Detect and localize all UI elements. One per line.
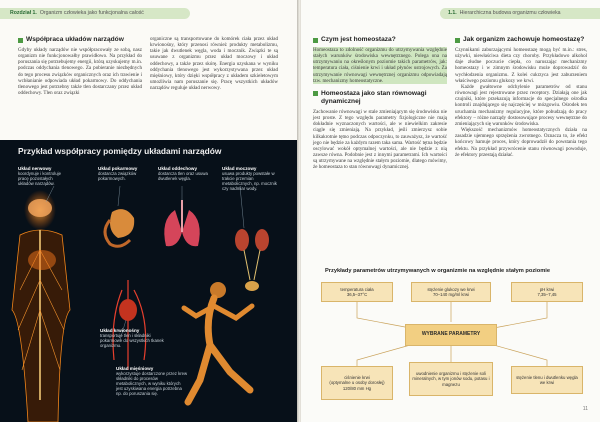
page-number: 11 bbox=[582, 406, 588, 412]
param-box-hydration: uwodnienie organizmu i stężenie soli mineralnych, w tym jonów sodu, potasu i magnezu bbox=[409, 362, 493, 396]
chapter-label: Rozdział 1. bbox=[10, 10, 37, 16]
param-box-temperature: temperatura ciała 36,5–37°C bbox=[321, 282, 393, 302]
stomach-icon bbox=[105, 209, 134, 246]
label-text: koordynuje i kontroluje pracę pozostałych układów narządów. bbox=[18, 171, 61, 187]
paragraph: Każde gwałtowne odchylenie parametrów od stanu równowagi jest rejestrowane przez receptory. Działają one jak czujniki, które przekazują informacje do specjalnego ośrodka kontroli znajdującego się najczęściej w mózgowiu. Ośrodek ten uruchamia mechanizmy regulacyjne, które pobudzają do pracy efektory – różne narządy dostosowujące procesy wewnętrzne do zmieniających się warunków środowiska. bbox=[455, 83, 587, 127]
paragraph: organiczne są transportowane do komórek ciała przez układ krwionośny, który przenosi również produkty metabolizmu, takie jak dwutlenek węgla, woda i mocznik. Związki te są usuwane z organizmu przez układ moczowy i układ oddechowy, a także przez skórę. Energia uzyskana w wyniku oddychania tlenowego jest wykorzystywana przez układ mięśniowy, który dzięki współpracy z układem szkieletowym umożliwia nam poruszanie się. Pracę wszystkich układów narządów reguluje układ nerwowy. bbox=[150, 36, 278, 92]
chapter-label: 1.1. bbox=[448, 10, 457, 16]
section-heading-text: Homeostaza jako stan równowagi dynamicznej bbox=[321, 89, 427, 105]
green-square-icon bbox=[18, 38, 23, 43]
label-heading: Układ moczowy bbox=[222, 166, 257, 171]
lungs-icon bbox=[164, 200, 199, 246]
label-text: dostarcza tlen oraz usuwa dwutlenek węgla. bbox=[158, 171, 208, 182]
label-text: wykorzystuje dostarczone przez krew składniki do procesów metabolicznych, w wyniku których jest uzyskiwana energia potrzebna np. do poruszania się. bbox=[116, 371, 188, 397]
brain-icon bbox=[28, 199, 52, 217]
running-figure bbox=[184, 282, 252, 402]
left-column-2 bbox=[150, 36, 278, 91]
body-text-col1 bbox=[18, 47, 142, 96]
label-nervous bbox=[18, 166, 68, 186]
body-text-col2 bbox=[150, 36, 278, 91]
label-text: usuwa produkty powstałe w trakcie przemian metabolicznych, np. mocznik czy nadmiar wody. bbox=[222, 171, 277, 192]
left-column-1 bbox=[18, 36, 142, 96]
running-header-left bbox=[0, 8, 190, 19]
illustration-title: Przykład współpracy pomiędzy układami narządów bbox=[18, 146, 222, 156]
section-heading bbox=[18, 36, 142, 44]
label-heading: Układ mięśniowy bbox=[116, 366, 154, 371]
label-text: dostarcza związków pokarmowych. bbox=[98, 171, 137, 182]
param-box-blood-gases: stężenie tlenu i dwutlenku węgla we krwi bbox=[511, 366, 583, 394]
label-digestive bbox=[98, 166, 150, 181]
section-heading-text: Czym jest homeostaza? bbox=[321, 36, 396, 43]
circulatory-icon bbox=[113, 280, 146, 370]
label-heading: Układ krwionośny bbox=[100, 328, 140, 333]
diagram-title: Przykłady parametrów utrzymywanych w organizmie na względnie stałym poziomie bbox=[325, 268, 551, 274]
param-box-ph: pH krwi 7,35–7,45 bbox=[511, 282, 583, 302]
kidneys-icon bbox=[235, 229, 269, 291]
chapter-title: Hierarchiczna budowa organizmu człowieka bbox=[459, 10, 561, 16]
definition-paragraph: Homeostaza to zdolność organizmu do utrzymywania względnie stałych warunków środowiska wewnętrznego. Polega ona na utrzymywaniu na określonym poziomie takich parametrów, jak: temperatura ciała, ciśnienie krwi i układ płynów ustrojowych. Za utrzymywanie równowagi wewnętrznej organizmu odpowiadają tzw. mechanizmy homeostatyczne. bbox=[313, 47, 447, 84]
leader-lines bbox=[46, 186, 244, 340]
label-urinary bbox=[222, 166, 280, 191]
paragraph: Czynnikami zaburzającymi homeostazę mogą być m.in.: stres, używki, niewłaściwa dieta czy choroby. Przykładowo alkohol daje złudne poczucie ciepła, co naruszając mechanizmy homeostazy i w zimnym środowisku może doprowadzić do wychłodzenia organizmu. Z kolei cukrzyca jest zaburzeniem właściwego poziomu glukozy we krwi. bbox=[455, 47, 587, 84]
section-heading-text: Jak organizm zachowuje homeostazę? bbox=[463, 36, 585, 43]
diagram-connectors bbox=[301, 0, 600, 422]
label-respiratory bbox=[158, 166, 210, 181]
paragraph: Gdyby układy narządów nie współpracowały ze sobą, nasz organizm nie funkcjonowałby prawidłowo. Na przykład do poruszania się potrzebujemy energii, którą uzyskujemy m.in. podczas oddychania tlenowego. Za pobieranie niezbędnych do tego procesu związków organicznych oraz ich trawienie i wchłanianie odpowiada układ pokarmowy. Do oddychania tlenowego jest potrzebny także tlen dostarczany przez układ oddechowy. Tlen oraz związki bbox=[18, 47, 142, 97]
param-box-blood-pressure: ciśnienie krwi (optymalne u osoby dorosłej) 120/80 mm Hg bbox=[321, 366, 393, 400]
label-heading: Układ oddechowy bbox=[158, 166, 198, 171]
section-heading-text: Współpraca układów narządów bbox=[26, 36, 124, 43]
illustration-panel bbox=[0, 140, 299, 422]
paragraph: Zachowanie równowagi w stale zmieniającym się środowisku nie jest proste. Z tego względu parametry fizjologiczne nie mają dokładnie wyznaczonych wartości, ale w niewielkim zakresie ciągle się zmieniają. Na przykład, jeśli zmierzysz sobie kilkakrotnie tętno podczas odpoczynku, to zauważysz, że wartość jego nie będzie za każdym razem taka sama. Wartość tętna będzie oscylować wokół optymalnej wartości, ale nie będzie z nią zawsze równa. Podobnie jest z innymi parametrami. Ich wartości są utrzymywane na względnie stałym poziomie, dlatego mówimy, że homeostaza to stan równowagi dynamicznej. bbox=[313, 108, 447, 171]
standing-figure bbox=[12, 190, 70, 422]
label-heading: Układ nerwowy bbox=[18, 166, 52, 171]
param-box-glucose: stężenie glukozy we krwi 70–140 mg/ml krwi bbox=[411, 282, 491, 302]
label-circulatory bbox=[100, 328, 164, 348]
label-heading: Układ pokarmowy bbox=[98, 166, 138, 171]
left-page bbox=[0, 0, 299, 422]
label-muscular bbox=[116, 366, 188, 397]
diagram-center-box: WYBRANE PARAMETRY bbox=[405, 324, 497, 346]
paragraph: Większość mechanizmów homeostatycznych działa na zasadzie ujemnego sprzężenia zwrotnego. Oznacza to, że efekt końcowy hamuje proces, który doprowadził do powstania tego efektu. Na przykład przywrócenie stanu równowagi powoduje, że efektory przestają działać. bbox=[455, 127, 587, 158]
label-text: transportuje tlen i składniki pokarmowe do wszystkich tkanek organizmu. bbox=[100, 333, 164, 349]
chapter-title: Organizm człowieka jako funkcjonalna całość bbox=[39, 10, 144, 16]
right-page bbox=[301, 0, 600, 422]
